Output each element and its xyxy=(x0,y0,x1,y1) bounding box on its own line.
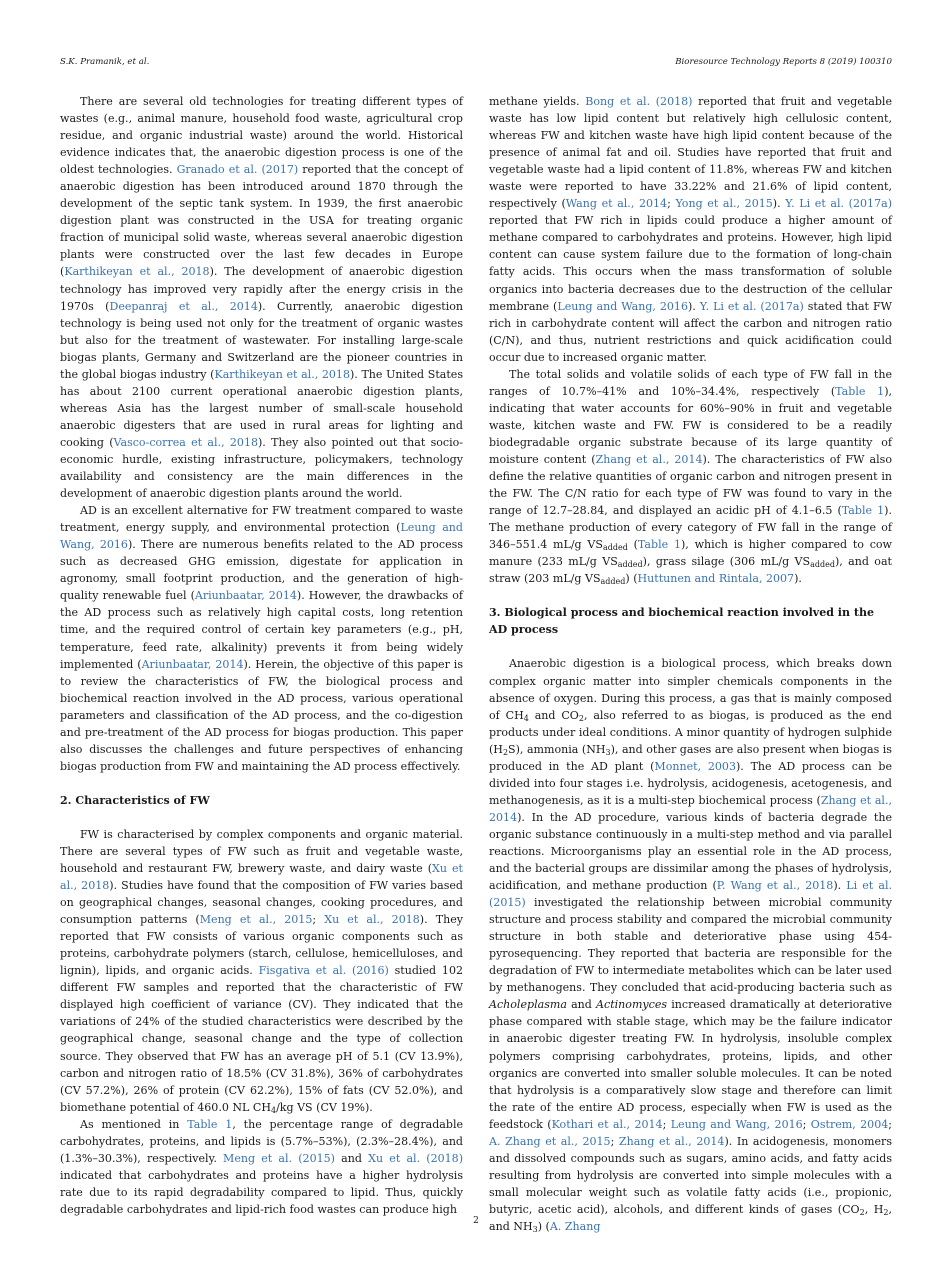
citation-link[interactable]: Karthikeyan et al., 2018 xyxy=(214,367,350,381)
citation-link[interactable]: Huttunen and Rintala, 2007 xyxy=(637,572,795,586)
citation-link[interactable]: Meng et al. (2015) xyxy=(223,1151,335,1165)
citation-link[interactable]: Ostrem, 2004 xyxy=(810,1117,889,1131)
paragraph: Anaerobic digestion is a biological process, which breaks down complex organic matter into simpler chemicals components in the absence of oxygen. During this process, a gas that is mainly composed of $CH_4$ and $CO_2$, also referred to as biogas, is produced as the end products under ideal conditions. A minor quantity of hydrogen sulphide $(H_2S)$, ammonia $(NH_3)$, and other gases are also present when biogas is produced in the AD plant (Monnet, 2003). The AD process can be divided into four stages i.e. hydrolysis, acidogenesis, acetogenesis, and methanogenesis, as it is a multi-step biochemical process (Zhang et al., 2014). In the AD procedure, various kinds of bacteria degrade the organic substance continuously in a multi-step method and via parallel reactions. Microorganisms play an essential role in the AD process, and the bacterial groups are dissimilar among the phases of hydrolysis, acidification, and methane production (P. Wang et al., 2018). Li et al. (2015) investigated the relationship between microbial community structure and process stability and compared the microbial community structure in both stable and deteriorative phase using 454-pyrosequencing. They reported that bacteria are responsible for the degradation of FW to intermediate metabolites which can be later used by methanogens. They concluded that acid-producing bacteria such as Acholeplasma and Actinomyces increased dramatically at deteriorative phase compared with stable stage, which may be the failure indicator in anaerobic digester treating FW. In hydrolysis, insoluble complex polymers comprising carbohydrates, proteins, lipids, and other organics are converted into smaller soluble molecules. It can be noted that hydrolysis is a comparatively slow stage and therefore can limit the rate of the entire AD process, especially when FW is used as the feedstock (Kothari et al., 2014; Leung and Wang, 2016; Ostrem, 2004; A. Zhang et al., 2015; Zhang et al., 2014). In acidogenesis, monomers and dissolved compounds such as sugars, amino acids, and fatty acids resulting from hydrolysis are converted into simple molecules with a small molecular weight such as volatile fatty acids (i.e., propionic, butyric, acetic acid), alcohols, and different kinds of gases ($CO_2$, $H_2$, and $NH_3$) (A. Zhang xyxy=(489,657,893,1234)
citation-link[interactable]: Fisgativa et al. (2016) xyxy=(258,964,389,978)
left-column xyxy=(60,93,463,1218)
citation-link[interactable]: Ariunbaatar, 2014 xyxy=(194,589,297,603)
right-column xyxy=(489,93,892,1235)
section-heading: 3. Biological process and biochemical reaction involved in the AD process xyxy=(489,606,875,637)
table-link[interactable]: Table 1 xyxy=(835,384,885,398)
citation-link[interactable]: Leung and Wang, 2016 xyxy=(557,299,688,313)
citation-link[interactable]: Leung and Wang, 2016 xyxy=(60,521,463,552)
table-link[interactable]: Table 1 xyxy=(637,538,681,552)
citation-link[interactable]: A. Zhang xyxy=(549,1220,601,1233)
citation-link[interactable]: Xu et al. (2018) xyxy=(368,1151,464,1165)
citation-link[interactable]: Li et al. (2015) xyxy=(489,879,892,910)
citation-link[interactable]: Deepanraj et al., 2014 xyxy=(109,299,258,313)
citation-link[interactable]: P. Wang et al., 2018 xyxy=(716,879,834,893)
paragraph: The total solids and volatile solids of each type of FW fall in the ranges of 10.7%–41% and 10%–34.4%, respectively (Table 1), indicating that water accounts for 60%–90% in fruit and vegetable waste, kitchen waste and FW. FW is considered to be a readily biodegradable organic substrate because of its large quantity of moisture content (Zhang et al., 2014). The characteristics of FW also define the relative quantities of organic carbon and nitrogen present in the FW. The C/N ratio for each type of FW was found to vary in the range of 12.7–28.84, and displayed an acidic pH of 4.1–6.5 (Table 1). The methane production of every category of FW fall in the range of 346–551.4 mL/g $VS_{added}$ (Table 1), which is higher compared to cow manure (233 mL/g $VS_{added}$), grass silage (306 mL/g $VS_{added}$), and oat straw (203 mL/g $VS_{added}$) (Huttunen and Rintala, 2007). xyxy=(489,367,893,587)
genus-name: Acholeplasma xyxy=(489,998,567,1012)
citation-link[interactable]: Granado et al. (2017) xyxy=(176,163,299,177)
citation-link[interactable]: Vasco-correa et al., 2018 xyxy=(113,435,258,449)
citation-link[interactable]: Zhang et al., 2014 xyxy=(595,452,703,466)
citation-link[interactable]: Meng et al., 2015 xyxy=(199,913,313,927)
citation-link[interactable]: Ariunbaatar, 2014 xyxy=(141,657,244,671)
citation-link[interactable]: Zhang et al., 2014 xyxy=(618,1134,725,1148)
paragraph: As mentioned in Table 1, the percentage range of degradable carbohydrates, proteins, and lipids is (5.7%–53%), (2.3%–28.4%), and (1.3%–30.3%), respectively. Meng et al. (2015) and Xu et al. (2018) indicated that carbohydrates and proteins have a higher hydrolysis rate due to its rapid degradability compared to lipid. Thus, quickly degradable carbohydrates and lipid-rich food wastes can produce high xyxy=(60,1117,464,1216)
citation-link[interactable]: Xu et al., 2018 xyxy=(60,862,463,893)
citation-link[interactable]: Yong et al., 2015 xyxy=(675,197,773,211)
citation-link[interactable]: Y. Li et al. (2017a) xyxy=(699,299,804,313)
paragraph: There are several old technologies for treating different types of wastes (e.g., animal manure, household food waste, agricultural crop residue, and organic industrial waste) around the world. Historical evidence indicates that, the anaerobic digestion process is one of the oldest technologies. Granado et al. (2017) reported that the concept of anaerobic digestion has been introduced around 1870 through the development of the septic tank system. In 1939, the first anaerobic digestion plant was constructed in the USA for treating organic fraction of municipal solid waste, whereas several anaerobic digestion plants were constructed over the last few decades in Europe (Karthikeyan et al., 2018). The development of anaerobic digestion technology has improved very rapidly after the energy crisis in the 1970s (Deepanraj et al., 2014). Currently, anaerobic digestion technology is being used not only for the treatment of organic wastes but also for the treatment of wastewater. For installing large-scale biogas plants, Germany and Switzerland are the pioneer countries in the global biogas industry (Karthikeyan et al., 2018). The United States has about 2100 current operational anaerobic digestion plants, whereas Asia has the largest number of small-scale household anaerobic digesters that are used in rural areas for lighting and cooking (Vasco-correa et al., 2018). They also pointed out that socio-economic hurdle, existing infrastructure, policymakers, technology availability and consistency are the main differences in the development of anaerobic digestion plants around the world. xyxy=(60,95,464,501)
paragraph: FW is characterised by complex components and organic material. There are several types of FW such as fruit and vegetable waste, household and restaurant FW, brewery waste, and dairy waste (Xu et al., 2018). Studies have found that the composition of FW varies based on geographical changes, seasonal changes, cooking procedures, and consumption patterns (Meng et al., 2015; Xu et al., 2018). They reported that FW consists of various organic components such as proteins, carbohydrate polymers (starch, cellulose, hemicelluloses, and lignin), lipids, and organic acids. Fisgativa et al. (2016) studied 102 different FW samples and reported that the characteristic of FW displayed high coefficient of variance (CV). They indicated that the variations of 24% of the studied characteristics were described by the geographical change, seasonal change and the type of collection source. They observed that FW has an average pH of 5.1 (CV 13.9%), carbon and nitrogen ratio of 18.5% (CV 31.8%), 36% of carbohydrates (CV 57.2%), 26% of protein (CV 62.2%), 15% of fats (CV 52.0%), and biomethane potential of 460.0 NL $CH_4/kg$ VS (CV 19%). xyxy=(60,827,463,1115)
running-header-authors: S.K. Pramanik, et al. xyxy=(60,57,150,67)
table-link[interactable]: Table 1 xyxy=(187,1117,233,1131)
paragraph: methane yields. Bong et al. (2018) reported that fruit and vegetable waste has low lipid content but relatively high cellulosic content, whereas FW and kitchen waste have high lipid content because of the presence of animal fat and oil. Studies have reported that fruit and vegetable waste had a lipid content of 11.8%, whereas FW and kitchen waste were reported to have 33.22% and 21.6% of lipid content, respectively (Wang et al., 2014; Yong et al., 2015). Y. Li et al. (2017a) reported that FW rich in lipids could produce a higher amount of methane compared to carbohydrates and proteins. However, high lipid content can cause system failure due to the formation of long-chain fatty acids. This occurs when the mass transformation of soluble organics into bacteria decreases due to the destruction of the cellular membrane (Leung and Wang, 2016). Y. Li et al. (2017a) stated that FW rich in carbohydrate content will affect the carbon and nitrogen ratio (C/N), and thus, nutrient restrictions and quick acidification could occur due to increased organic matter. xyxy=(489,95,893,364)
citation-link[interactable]: Xu et al., 2018 xyxy=(324,913,420,927)
section-heading: 2. Characteristics of FW xyxy=(60,793,210,807)
citation-link[interactable]: Monnet, 2003 xyxy=(654,759,736,773)
paragraph: AD is an excellent alternative for FW treatment compared to waste treatment, energy supply, and environmental protection (Leung and Wang, 2016). There are numerous benefits related to the AD process such as decreased GHG emission, digestate for application in agronomy, small footprint production, and the generation of high-quality renewable fuel (Ariunbaatar, 2014). However, the drawbacks of the AD process such as relatively high capital costs, long retention time, and the required control of certain key parameters (e.g., pH, temperature, feed rate, alkalinity) prevents it from being widely implemented (Ariunbaatar, 2014). Herein, the objective of this paper is to review the characteristics of FW, the biological process and biochemical reaction involved in the AD process, various operational parameters and classification of the AD process, and the co-digestion and pre-treatment of the AD process for biogas production. This paper also discusses the challenges and future perspectives of enhancing biogas production from FW and maintaining the AD process effectively. xyxy=(60,504,463,773)
running-header-journal: Bioresource Technology Reports 8 (2019) 100310 xyxy=(675,57,892,67)
citation-link[interactable]: Wang et al., 2014 xyxy=(565,197,668,211)
citation-link[interactable]: Karthikeyan et al., 2018 xyxy=(64,265,210,279)
citation-link[interactable]: Kothari et al., 2014 xyxy=(551,1117,663,1131)
citation-link[interactable]: Y. Li et al. (2017a) xyxy=(785,197,893,211)
genus-name: Actinomyces xyxy=(596,998,668,1012)
citation-link[interactable]: Bong et al. (2018) xyxy=(585,95,693,108)
citation-link[interactable]: Zhang et al., 2014 xyxy=(489,793,892,824)
table-link[interactable]: Table 1 xyxy=(841,504,885,518)
page-number: 2 xyxy=(473,1216,479,1226)
citation-link[interactable]: A. Zhang et al., 2015 xyxy=(489,1134,611,1148)
citation-link[interactable]: Leung and Wang, 2016 xyxy=(670,1117,803,1131)
